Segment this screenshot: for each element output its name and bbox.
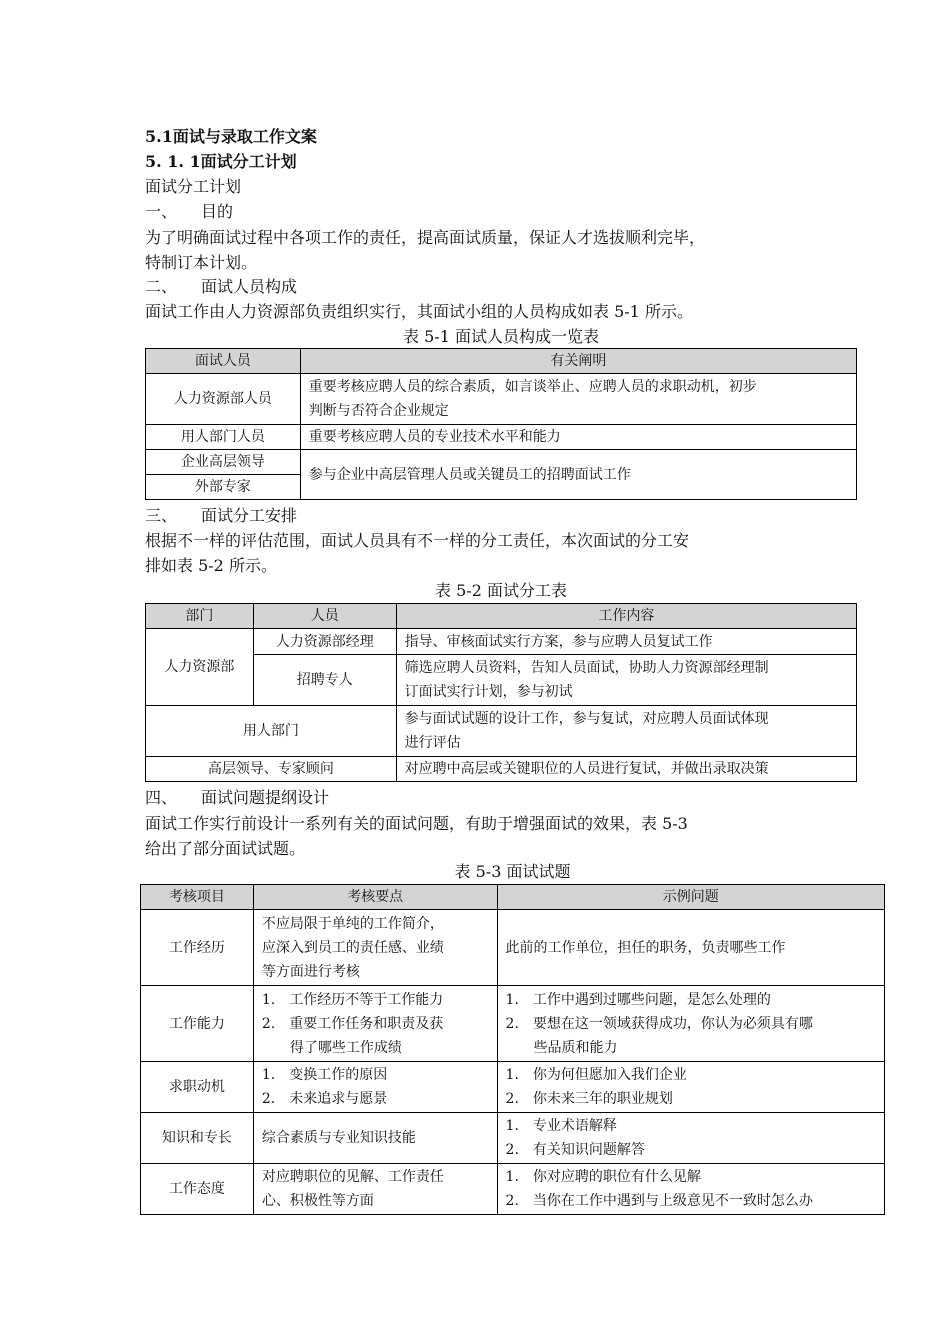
work-line: 筛选应聘人员资料，告知人员面试，协助人力资源部经理制 xyxy=(404,660,769,676)
table-row xyxy=(146,450,857,475)
section-heading: 5.1面试与录取工作文案 xyxy=(145,127,317,146)
question-line: 1. 工作中遇到过哪些问题，是怎么处理的 xyxy=(505,991,771,1008)
question-line: 2. 有关知识问题解答 xyxy=(505,1142,645,1158)
desc-line: 重要考核应聘人员的综合素质，如言谈举止、应聘人员的求职动机，初步 xyxy=(308,379,757,395)
point-line: 1. 变换工作的原因 xyxy=(261,1067,388,1083)
work-line: 进行评估 xyxy=(404,735,461,751)
point-line: 等方面进行考核 xyxy=(261,963,360,980)
table-row xyxy=(141,1164,885,1215)
point-line: 应深入到员工的责任感、业绩 xyxy=(261,939,444,956)
document-title: 面试分工计划 xyxy=(145,177,242,196)
table-row xyxy=(146,425,857,450)
point-line: 心、积极性等方面 xyxy=(261,1193,374,1209)
table-cell-desc: 参与企业中高层管理人员或关键员工的招聘面试工作 xyxy=(300,450,856,500)
table-cell-item: 知识和专长 xyxy=(141,1113,254,1164)
question-line: 些品质和能力 xyxy=(505,1039,618,1056)
table-row xyxy=(146,629,857,655)
table-cell-dept: 高层领导、专家顾问 xyxy=(146,757,397,782)
table-cell-item: 工作能力 xyxy=(141,986,254,1062)
table-cell-person: 人力资源部经理 xyxy=(253,629,396,655)
part4-text-line1: 面试工作实行前设计一系列有关的面试问题，有助于增强面试的效果，表 5-3 xyxy=(145,814,688,833)
table-header-cell: 面试人员 xyxy=(146,349,301,374)
table-row xyxy=(146,706,857,757)
table-header-row xyxy=(146,604,857,629)
table2-division xyxy=(145,603,857,782)
table-header-row xyxy=(141,885,885,910)
table-cell-questions xyxy=(497,910,884,986)
question-line: 2. 当你在工作中遇到与上级意见不一致时怎么办 xyxy=(505,1193,813,1209)
table-header-cell: 示例问题 xyxy=(497,885,884,910)
table-cell-points xyxy=(253,986,497,1062)
table-row xyxy=(141,910,885,986)
table-cell-desc xyxy=(300,374,856,425)
table-row xyxy=(141,1113,885,1164)
part2-title: 二、 面试人员构成 xyxy=(145,277,298,296)
table-cell-points xyxy=(253,1113,497,1164)
point-line: 得了哪些工作成绩 xyxy=(261,1039,402,1056)
table-header-cell: 部门 xyxy=(146,604,254,629)
table-cell-dept: 用人部门 xyxy=(146,706,397,757)
point-line: 2. 未来追求与愿景 xyxy=(261,1091,388,1107)
table-cell-questions xyxy=(497,1164,884,1215)
table-row xyxy=(141,1062,885,1113)
table-cell-item: 工作经历 xyxy=(141,910,254,986)
question-line: 1. 你对应聘的职位有什么见解 xyxy=(505,1169,701,1185)
table1-caption: 表 5-1 面试人员构成一览表 xyxy=(403,327,599,346)
table-cell-work xyxy=(396,655,856,706)
table-cell-item: 求职动机 xyxy=(141,1062,254,1113)
table-cell-role: 企业高层领导 xyxy=(146,450,301,475)
table-header-cell: 考核要点 xyxy=(253,885,497,910)
table2-caption: 表 5-2 面试分工表 xyxy=(435,581,567,600)
table-cell-person: 招聘专人 xyxy=(253,655,396,706)
part4-text-line2: 给出了部分面试试题。 xyxy=(145,839,306,858)
table-cell-role: 人力资源部人员 xyxy=(146,374,301,425)
table3-questions xyxy=(140,884,885,1215)
work-line: 参与面试试题的设计工作，参与复试，对应聘人员面试体现 xyxy=(404,711,769,727)
table-row xyxy=(146,757,857,782)
table-cell-desc: 重要考核应聘人员的专业技术水平和能力 xyxy=(300,425,856,450)
table-cell-role: 用人部门人员 xyxy=(146,425,301,450)
part1-text-line1: 为了明确面试过程中各项工作的责任，提高面试质量，保证人才选拔顺利完毕， xyxy=(145,228,706,247)
question-line: 2. 要想在这一领域获得成功，你认为必须具有哪 xyxy=(505,1015,813,1032)
point-line: 1. 工作经历不等于工作能力 xyxy=(261,991,444,1008)
table-cell-points xyxy=(253,1164,497,1215)
table-row xyxy=(146,374,857,425)
point-line: 不应局限于单纯的工作简介， xyxy=(261,915,444,932)
table-header-cell: 有关阐明 xyxy=(300,349,856,374)
part1-title: 一、 目的 xyxy=(145,202,234,221)
point-line: 综合素质与专业知识技能 xyxy=(261,1130,416,1146)
question-line: 此前的工作单位，担任的职务，负责哪些工作 xyxy=(505,939,786,956)
table-header-cell: 人员 xyxy=(253,604,396,629)
table-cell-points xyxy=(253,1062,497,1113)
table-header-row xyxy=(146,349,857,374)
point-line: 2. 重要工作任务和职责及获 xyxy=(261,1015,444,1032)
table-cell-questions xyxy=(497,1062,884,1113)
part3-text-line1: 根据不一样的评估范围，面试人员具有不一样的分工责任，本次面试的分工安 xyxy=(145,531,690,550)
table-cell-work xyxy=(396,706,856,757)
table-row xyxy=(141,986,885,1062)
desc-line: 判断与否符合企业规定 xyxy=(308,403,449,419)
question-line: 2. 你未来三年的职业规划 xyxy=(505,1091,673,1107)
question-line: 1. 专业术语解释 xyxy=(505,1118,617,1134)
table-cell-role: 外部专家 xyxy=(146,475,301,500)
table1-interviewers xyxy=(145,348,857,500)
part2-text: 面试工作由人力资源部负责组织实行，其面试小组的人员构成如表 5-1 所示。 xyxy=(145,302,693,321)
table-header-cell: 工作内容 xyxy=(396,604,856,629)
table-cell-item: 工作态度 xyxy=(141,1164,254,1215)
table-cell-questions xyxy=(497,1113,884,1164)
part3-text-line2: 排如表 5-2 所示。 xyxy=(145,556,277,575)
table-cell-dept: 人力资源部 xyxy=(146,629,254,706)
table3-caption: 表 5-3 面试试题 xyxy=(454,862,571,881)
point-line: 对应聘职位的见解、工作责任 xyxy=(261,1169,444,1185)
part1-text-line2: 特制订本计划。 xyxy=(145,253,258,272)
part3-title: 三、 面试分工安排 xyxy=(145,506,298,525)
table-cell-questions xyxy=(497,986,884,1062)
subsection-heading: 5. 1. 1面试分工计划 xyxy=(145,152,297,171)
question-line: 1. 你为何但愿加入我们企业 xyxy=(505,1067,687,1083)
table-cell-points xyxy=(253,910,497,986)
part4-title: 四、 面试问题提纲设计 xyxy=(145,788,330,807)
table-header-cell: 考核项目 xyxy=(141,885,254,910)
work-line: 订面试实行计划，参与初试 xyxy=(404,684,573,700)
table-cell-work: 对应聘中高层或关键职位的人员进行复试，并做出录取决策 xyxy=(396,757,856,782)
table-cell-work: 指导、审核面试实行方案，参与应聘人员复试工作 xyxy=(396,629,856,655)
